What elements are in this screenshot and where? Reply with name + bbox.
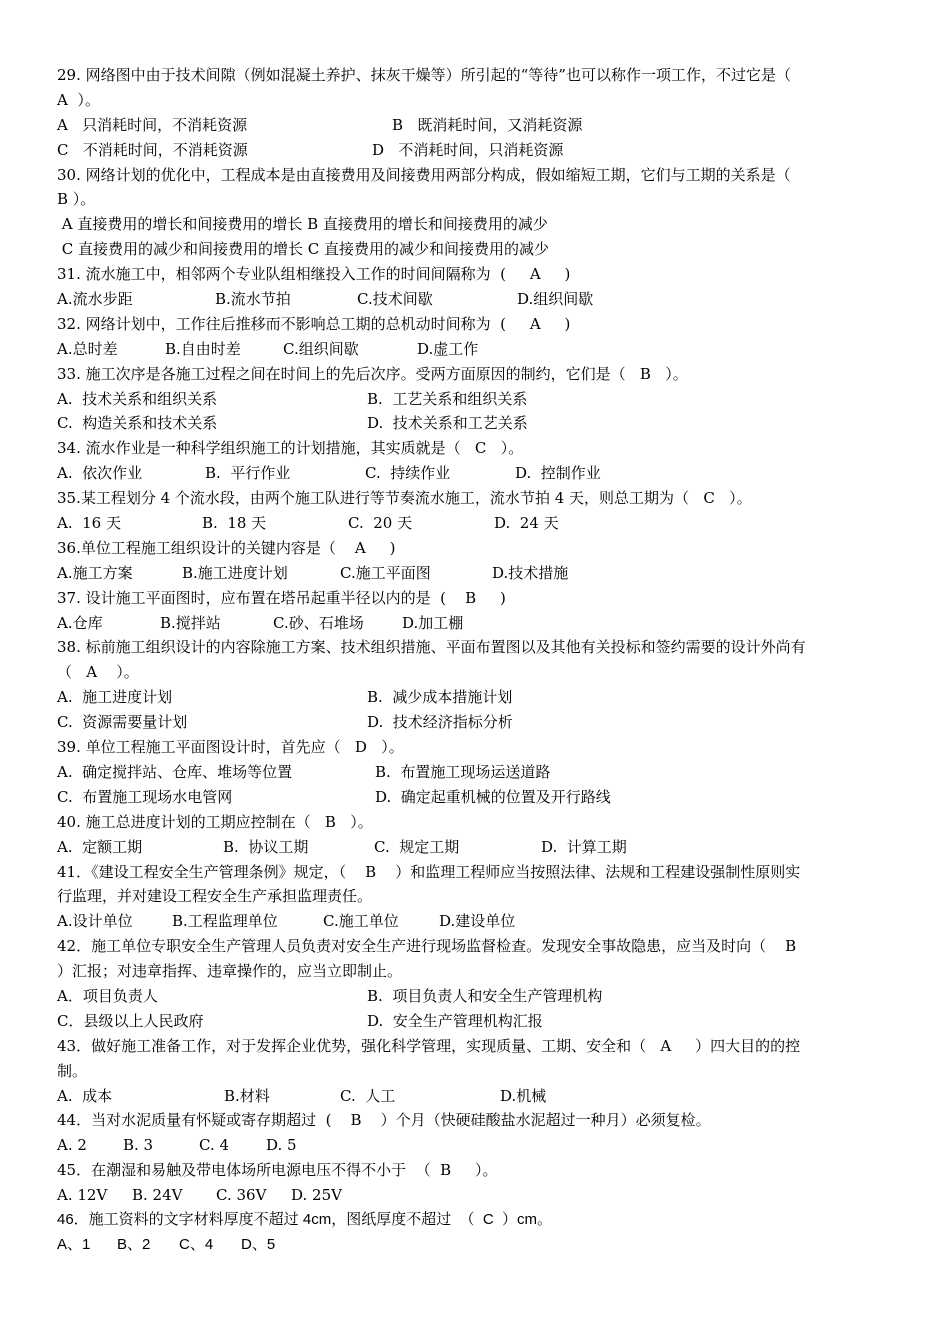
answer-option: C. 4 bbox=[199, 1136, 230, 1155]
answer-option: A. 定额工期 bbox=[57, 837, 143, 856]
answer-option: C.组织间歇 bbox=[283, 339, 359, 358]
options-row bbox=[57, 138, 895, 163]
answer-option: D.虚工作 bbox=[417, 339, 479, 358]
answer-option: A．项目负责人 bbox=[57, 986, 158, 1005]
text-line: 33. 施工次序是各施工过程之间在时间上的先后次序。受两方面原因的制约，它们是（ B ）。 bbox=[57, 364, 688, 383]
answer-option: D. 技术经济指标分析 bbox=[367, 713, 513, 732]
answer-option: B.施工进度计划 bbox=[182, 563, 288, 582]
text-line: 36.单位工程施工组织设计的关键内容是（ A ) bbox=[57, 538, 396, 557]
text-line: 37. 设计施工平面图时，应布置在塔吊起重半径以内的是 ( B ) bbox=[57, 588, 506, 607]
answer-option: D. 计算工期 bbox=[541, 837, 627, 856]
answer-option: B. 24V bbox=[132, 1186, 183, 1205]
text-line: A ）。 bbox=[57, 90, 100, 109]
answer-option: B.搅拌站 bbox=[160, 613, 221, 632]
options-row bbox=[57, 113, 895, 138]
answer-option: D. 24 天 bbox=[494, 514, 559, 533]
answer-option: C. 人工 bbox=[340, 1086, 396, 1105]
answer-option: B、2 bbox=[117, 1235, 151, 1253]
answer-option: D. 25V bbox=[291, 1186, 342, 1205]
text-line: ）汇报；对违章指挥、违章操作的，应当立即制止。 bbox=[57, 962, 403, 981]
options-row bbox=[57, 835, 895, 860]
answer-option: C．县级以上人民政府 bbox=[57, 1011, 204, 1030]
answer-option: D、5 bbox=[241, 1235, 276, 1253]
text-line: 45．在潮湿和易触及带电体场所电源电压不得不小于 （ B ）。 bbox=[57, 1161, 498, 1180]
answer-option: C.技术间歇 bbox=[357, 290, 433, 309]
answer-option: A.总时差 bbox=[57, 339, 118, 358]
answer-option: B. 18 天 bbox=[202, 514, 267, 533]
options-row bbox=[57, 511, 895, 536]
text-line: 39. 单位工程施工平面图设计时，首先应（ D ）。 bbox=[57, 738, 404, 757]
answer-option: B. 3 bbox=[123, 1136, 154, 1155]
options-row bbox=[57, 337, 895, 362]
answer-option: C.施工平面图 bbox=[340, 563, 431, 582]
answer-option: A.流水步距 bbox=[57, 290, 133, 309]
options-row bbox=[57, 1183, 895, 1208]
answer-option: B.材料 bbox=[224, 1086, 270, 1105]
answer-option: C. 36V bbox=[216, 1186, 267, 1205]
text-line: 32. 网络计划中，工作往后推移而不影响总工期的总机动时间称为 ( A ) bbox=[57, 314, 571, 333]
text-line: （ A ）。 bbox=[57, 663, 139, 682]
answer-option: A. 16 天 bbox=[57, 514, 121, 533]
text-line: 制。 bbox=[57, 1061, 88, 1080]
options-row bbox=[57, 710, 895, 735]
text-line: C 直接费用的减少和间接费用的增长 C 直接费用的减少和间接费用的减少 bbox=[57, 240, 550, 259]
text-line: 40. 施工总进度计划的工期应控制在（ B ）。 bbox=[57, 812, 373, 831]
options-row bbox=[57, 1084, 895, 1109]
options-row bbox=[57, 785, 895, 810]
text-line: B ）。 bbox=[57, 190, 96, 209]
options-row bbox=[57, 561, 895, 586]
options-row bbox=[57, 760, 895, 785]
options-row bbox=[57, 387, 895, 412]
text-line: 31. 流水施工中，相邻两个专业队组相继投入工作的时间间隔称为 ( A ) bbox=[57, 265, 571, 284]
answer-option: B.工程监理单位 bbox=[172, 912, 278, 931]
answer-option: D 不消耗时间，只消耗资源 bbox=[372, 140, 564, 159]
answer-option: C.施工单位 bbox=[323, 912, 399, 931]
options-row bbox=[57, 1233, 895, 1258]
text-line: 46．施工资料的文字材料厚度不超过 4cm，图纸厚度不超过 （ C ）cm。 bbox=[57, 1210, 553, 1228]
answer-option: C. 规定工期 bbox=[374, 837, 460, 856]
answer-option: D.机械 bbox=[500, 1086, 547, 1105]
answer-option: A 只消耗时间，不消耗资源 bbox=[57, 115, 248, 134]
answer-option: B.自由时差 bbox=[165, 339, 241, 358]
options-row bbox=[57, 685, 895, 710]
text-line: 行监理，并对建设工程安全生产承担监理责任。 bbox=[57, 887, 373, 906]
answer-option: C. 20 天 bbox=[348, 514, 413, 533]
answer-option: D. 5 bbox=[266, 1136, 297, 1155]
answer-option: A. 2 bbox=[57, 1136, 87, 1155]
text-line: 42．施工单位专职安全生产管理人员负责对安全生产进行现场监督检查。发现安全事故隐患，应当及时向（ B bbox=[57, 937, 797, 956]
text-line: 38. 标前施工组织设计的内容除施工方案、技术组织措施、平面布置图以及其他有关投标和签约需要的设计外尚有 bbox=[57, 638, 806, 657]
options-row bbox=[57, 287, 895, 312]
answer-option: B 既消耗时间，又消耗资源 bbox=[392, 115, 583, 134]
answer-option: A. 确定搅拌站、仓库、堆场等位置 bbox=[57, 762, 293, 781]
options-row bbox=[57, 411, 895, 436]
answer-option: C 不消耗时间，不消耗资源 bbox=[57, 140, 248, 159]
text-line: 30. 网络计划的优化中，工程成本是由直接费用及间接费用两部分构成，假如缩短工期，它们与工期的关系是（ bbox=[57, 165, 791, 184]
text-line: 35.某工程划分 4 个流水段，由两个施工队进行等节奏流水施工，流水节拍 4 天，则总工期为（ C ）。 bbox=[57, 489, 752, 508]
options-row bbox=[57, 1133, 895, 1158]
answer-option: C. 构造关系和技术关系 bbox=[57, 414, 218, 433]
answer-option: D. 控制作业 bbox=[515, 464, 601, 483]
options-row bbox=[57, 984, 895, 1009]
answer-option: B. 协议工期 bbox=[223, 837, 309, 856]
answer-option: A. 依次作业 bbox=[57, 464, 143, 483]
answer-option: B.流水节拍 bbox=[215, 290, 291, 309]
answer-option: C. 持续作业 bbox=[365, 464, 451, 483]
answer-option: A. 技术关系和组织关系 bbox=[57, 389, 218, 408]
question-page bbox=[57, 63, 895, 1258]
answer-option: C.砂、石堆场 bbox=[273, 613, 364, 632]
answer-option: D.组织间歇 bbox=[517, 290, 594, 309]
answer-option: A. 施工进度计划 bbox=[57, 688, 173, 707]
answer-option: A.仓库 bbox=[57, 613, 103, 632]
answer-option: A、1 bbox=[57, 1235, 91, 1253]
answer-option: A. 12V bbox=[57, 1186, 108, 1205]
answer-option: D.技术措施 bbox=[492, 563, 569, 582]
text-line: 44．当对水泥质量有怀疑或寄存期超过 ( B ）个月（快硬硅酸盐水泥超过一种月）必须复检。 bbox=[57, 1111, 711, 1130]
answer-option: A.施工方案 bbox=[57, 563, 133, 582]
answer-option: C、4 bbox=[179, 1235, 214, 1253]
text-line: A 直接费用的增长和间接费用的增长 B 直接费用的增长和间接费用的减少 bbox=[57, 215, 548, 234]
answer-option: D. 技术关系和工艺关系 bbox=[367, 414, 528, 433]
answer-option: D. 安全生产管理机构汇报 bbox=[367, 1011, 543, 1030]
answer-option: A. 成本 bbox=[57, 1086, 113, 1105]
options-row bbox=[57, 909, 895, 934]
text-line: 29. 网络图中由于技术间隙（例如混凝土养护、抹灰干燥等）所引起的“等待”也可以称作一项工作，不过它是（ bbox=[57, 66, 791, 84]
options-row bbox=[57, 461, 895, 486]
answer-option: B. 布置施工现场运送道路 bbox=[375, 762, 551, 781]
options-row bbox=[57, 1009, 895, 1034]
answer-option: C. 资源需要量计划 bbox=[57, 713, 188, 732]
answer-option: A.设计单位 bbox=[57, 912, 133, 931]
options-row bbox=[57, 611, 895, 636]
answer-option: D. 确定起重机械的位置及开行路线 bbox=[375, 787, 611, 806]
answer-option: B. 平行作业 bbox=[205, 464, 291, 483]
answer-option: B. 项目负责人和安全生产管理机构 bbox=[367, 986, 603, 1005]
text-line: 41．《建设工程安全生产管理条例》规定，（ B ）和监理工程师应当按照法律、法规和工程建设强制性原则实 bbox=[57, 862, 801, 881]
answer-option: C. 布置施工现场水电管网 bbox=[57, 787, 233, 806]
answer-option: B. 工艺关系和组织关系 bbox=[367, 389, 528, 408]
text-line: 34. 流水作业是一种科学组织施工的计划措施，其实质就是（ C ）。 bbox=[57, 439, 524, 458]
answer-option: D.加工棚 bbox=[402, 613, 464, 632]
answer-option: D.建设单位 bbox=[439, 912, 516, 931]
text-line: 43．做好施工准备工作，对于发挥企业优势，强化科学管理，实现质量、工期、安全和（ A ）四大目的的控 bbox=[57, 1036, 801, 1055]
answer-option: B. 减少成本措施计划 bbox=[367, 688, 513, 707]
